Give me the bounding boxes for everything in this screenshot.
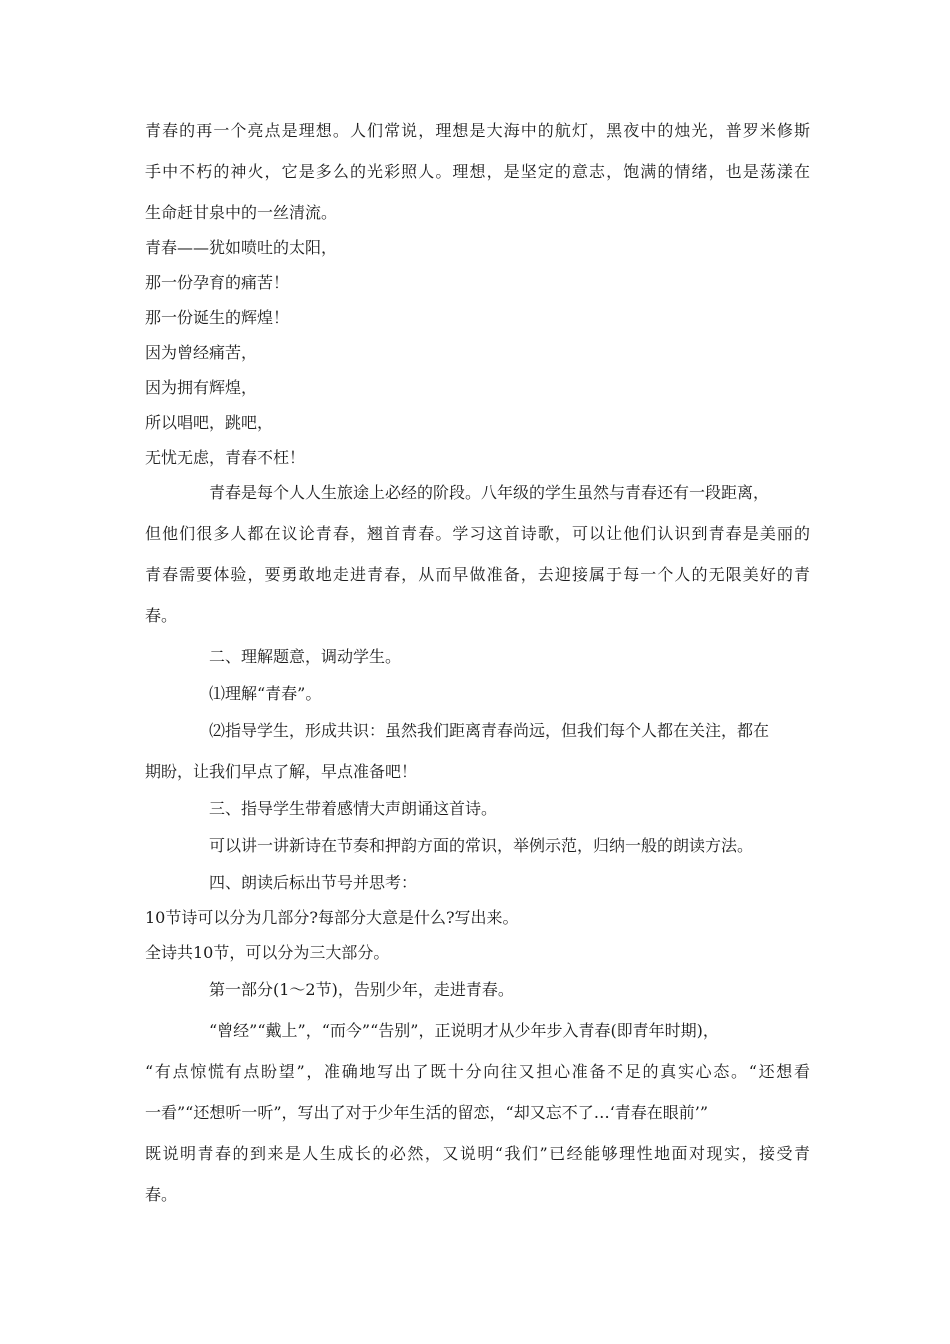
text-line: 第一部分(1～2节)，告别少年，走进青春。 (209, 980, 514, 999)
text-line: 期盼，让我们早点了解，早点准备吧！ (145, 762, 418, 781)
poem-line: 因为曾经痛苦， (145, 343, 258, 362)
text-line: 青春的再一个亮点是理想。人们常说，理想是大海中的航灯，黑夜中的烛光，普罗米修斯 (145, 121, 810, 140)
document-body (145, 117, 810, 1208)
text-line: 春。 (145, 1185, 178, 1204)
list-item: ⑵指导学生，形成共识：虽然我们距离青春尚远，但我们每个人都在关注，都在 (209, 721, 770, 740)
text-line: 一看”“还想听一听”，写出了对于少年生活的留恋，“却又忘不了…‘青春在眼前’” (145, 1103, 709, 1122)
text-line: 全诗共10节，可以分为三大部分。 (145, 943, 390, 962)
text-line: 既说明青春的到来是人生成长的必然，又说明“我们”已经能够理性地面对现实，接受青 (145, 1144, 810, 1163)
text-line: “曾经”“戴上”，“而今”“告别”，正说明才从少年步入青春(即青年时期)， (209, 1021, 719, 1040)
text-line: 但他们很多人都在议论青春，翘首青春。学习这首诗歌，可以让他们认识到青春是美丽的 (145, 524, 810, 543)
text-line: 可以讲一讲新诗在节奏和押韵方面的常识，举例示范，归纳一般的朗读方法。 (209, 836, 754, 855)
poem-line: 无忧无虑，青春不枉！ (145, 448, 306, 467)
poem-line: 那一份诞生的辉煌！ (145, 308, 290, 327)
text-line: “有点惊慌有点盼望”，准确地写出了既十分向往又担心准备不足的真实心态。“还想看 (145, 1062, 810, 1081)
text-line: 生命赶甘泉中的一丝清流。 (145, 203, 338, 222)
text-line: 青春需要体验，要勇敢地走进青春，从而早做准备，去迎接属于每一个人的无限美好的青 (145, 565, 810, 584)
list-item: ⑴理解“青春”。 (209, 684, 322, 703)
section-heading: 四、朗读后标出节号并思考： (209, 873, 418, 892)
text-line: 青春是每个人人生旅途上必经的阶段。八年级的学生虽然与青春还有一段距离， (209, 483, 770, 502)
section-heading: 二、理解题意，调动学生。 (209, 647, 402, 666)
section-heading: 三、指导学生带着感情大声朗诵这首诗。 (209, 799, 498, 818)
poem-line: 青春——犹如喷吐的太阳， (145, 238, 338, 257)
poem-line: 那一份孕育的痛苦！ (145, 273, 290, 292)
text-line: 10节诗可以分为几部分?每部分大意是什么?写出来。 (145, 908, 519, 927)
poem-line: 因为拥有辉煌， (145, 378, 258, 397)
text-line: 手中不朽的神火，它是多么的光彩照人。理想，是坚定的意志，饱满的情绪，也是荡漾在 (145, 162, 810, 181)
text-line: 春。 (145, 606, 178, 625)
poem-line: 所以唱吧，跳吧， (145, 413, 274, 432)
